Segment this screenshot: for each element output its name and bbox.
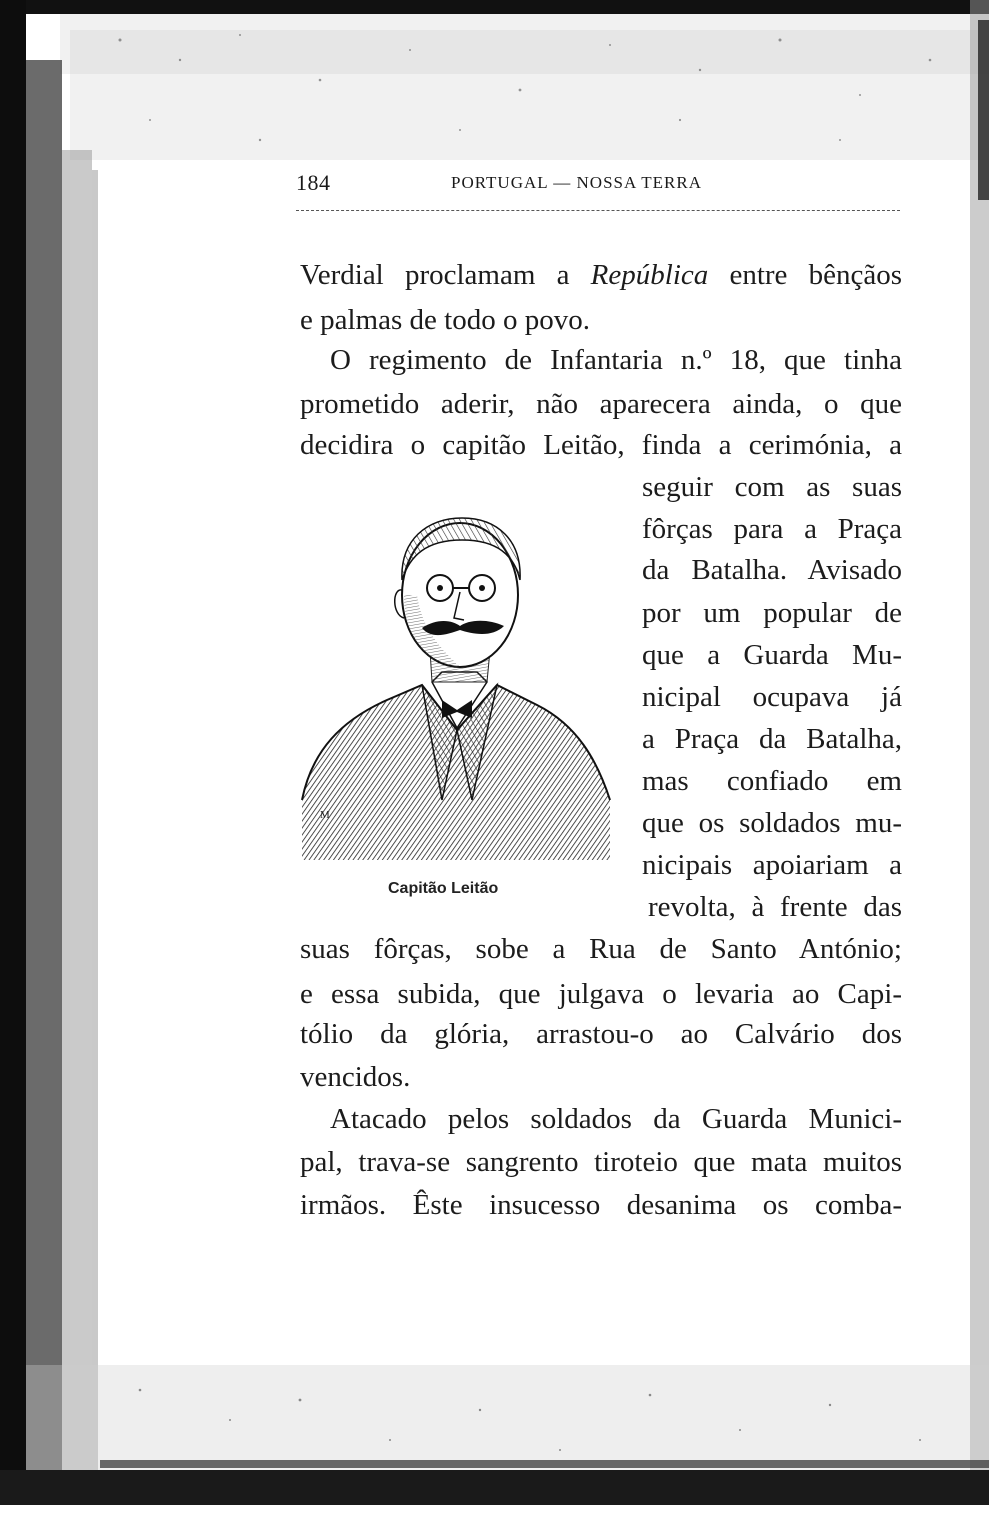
text-line: da Batalha. Avisado: [642, 554, 902, 586]
text-line: e essa subida, que julgava o levaria ao Capi-: [300, 978, 902, 1010]
text-line: revolta, à frente das: [648, 891, 902, 923]
text-line: e palmas de todo o povo.: [300, 304, 590, 336]
text-line: vencidos.: [300, 1061, 411, 1093]
page-header: [296, 170, 900, 200]
running-title: PORTUGAL — NOSSA TERRA: [451, 173, 702, 192]
text-line: Verdial proclamam a República entre bênçãos: [300, 259, 903, 291]
text-line: por um popular de: [642, 597, 902, 629]
text-line: prometido aderir, não aparecera ainda, o que: [300, 388, 902, 420]
header-rule: [296, 210, 900, 211]
text-line: seguir com as suas: [642, 471, 902, 503]
page-number: 184: [296, 170, 331, 195]
text-line: que os soldados mu-: [642, 807, 902, 839]
text-line: nicipal ocupava já: [642, 681, 902, 713]
text-line: pal, trava-se sangrento tiroteio que mata muitos: [300, 1146, 902, 1178]
text-line: O regimento de Infantaria n.º 18, que tinha: [330, 344, 902, 376]
text-line: decidira o capitão Leitão, finda a cerimónia, a: [300, 429, 902, 461]
portrait-engraving: [292, 500, 624, 870]
text-line: Atacado pelos soldados da Guarda Munici-: [330, 1103, 902, 1135]
text-line: que a Guarda Mu-: [642, 639, 902, 671]
text-line: fôrças para a Praça: [642, 513, 902, 545]
text-line: a Praça da Batalha,: [642, 723, 902, 755]
figure-caption: Capitão Leitão: [388, 880, 499, 897]
text-line: irmãos. Êste insucesso desanima os comba-: [300, 1189, 902, 1221]
text-line: mas confiado em: [642, 765, 902, 797]
text-line: tólio da glória, arrastou-o ao Calvário dos: [300, 1018, 902, 1050]
text-line: suas fôrças, sobe a Rua de Santo António;: [300, 933, 902, 965]
text-line: nicipais apoiariam a: [642, 849, 902, 881]
svg-text:M: M: [320, 809, 330, 821]
